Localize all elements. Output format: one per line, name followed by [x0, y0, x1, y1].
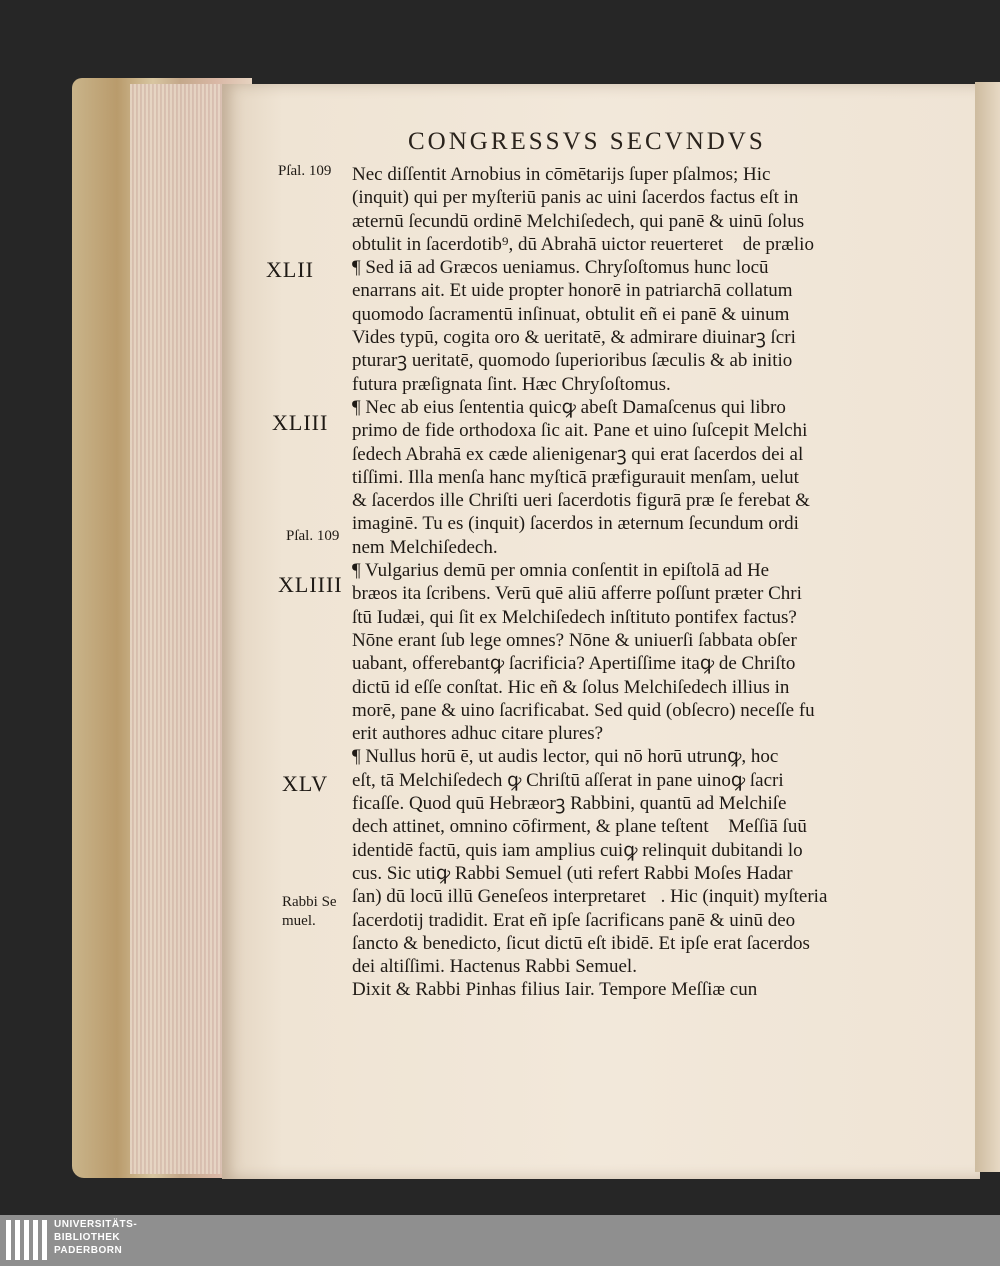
text-line: primo de fide orthodoxa ſic ait. Pane et uino ſuſcepit Melchi [352, 420, 808, 442]
text-line: (inquit) qui per myſteriū panis ac uini ſacerdos factus eſt in [352, 187, 799, 209]
text-line: bræos ita ſcribens. Verū quē aliū afferre poſſunt præter Chri [352, 583, 802, 605]
text-line: ſedech Abrahā ex cæde alienigenarꝫ qui erat ſacerdos dei al [352, 443, 804, 465]
text-line: Vides typū, cogita oro & ueritatē, & admirare diuinarꝫ ſcri [352, 327, 796, 349]
library-name-line-2: BIBLIOTHEK [54, 1232, 121, 1243]
margin-number-xliiii: XLIIII [278, 572, 343, 597]
page-stack [130, 84, 230, 1174]
text-line: obtulit in ſacerdotib⁹, dū Abrahā uictor reuerteretᷓ de prælio [352, 233, 814, 255]
text-line: pturarꝫ ueritatē, quomodo ſuperioribus ſæculis & ab initio [352, 350, 793, 372]
text-line: ſacerdotij tradidit. Erat eñ ipſe ſacrificans panē & uinū deo [352, 909, 796, 931]
margin-note-psalm-top: Pſal. 109 [278, 163, 332, 179]
footer-bar [0, 1215, 1000, 1266]
text-line: nem Melchiſedech. [352, 536, 498, 558]
library-name-line-1: UNIVERSITÄTS- [54, 1219, 138, 1230]
text-line: ſan) dū locū illū Geneſeos interpretaretᷓ. Hic (inquit) myſteria [352, 886, 828, 908]
text-line: enarrans ait. Et uide propter honorē in patriarchā collatum [352, 280, 793, 302]
text-line: ficaſſe. Quod quū Hebræorꝫ Rabbini, quantū ad Melchiſe [352, 793, 787, 815]
text-line: quomodo ſacramentū inſinuat, obtulit eñ ei panē & uinum [352, 303, 790, 325]
margin-note-psalm-mid: Pſal. 109 [286, 528, 340, 544]
text-line: uabant, offerebantꝙ ſacrificia? Apertiſſime itaꝙ de Chriſto [352, 653, 796, 675]
library-logo-icon [6, 1220, 48, 1260]
running-head: CONGRESSVS SECVNDVS [408, 128, 766, 155]
text-line: imaginē. Tu es (inquit) ſacerdos in æternum ſecundum ordi [352, 513, 799, 535]
margin-note-rabbi-line-2: muel. [282, 913, 316, 929]
text-line: ¶ Sed iā ad Græcos ueniamus. Chryſoſtomus hunc locū [352, 257, 769, 279]
text-line: tiſſimi. Illa menſa hanc myſticā præfigurauit menſam, uelut [352, 466, 799, 488]
text-line: morē, pane & uino ſacrificabat. Sed quid (obſecro) neceſſe fu [352, 699, 815, 721]
margin-note-rabbi-line-1: Rabbi Se [282, 894, 337, 910]
margin-number-xliii: XLIII [272, 410, 329, 435]
library-name-line-3: PADERBORN [54, 1245, 123, 1256]
text-line: dei altiſſimi. Hactenus Rabbi Semuel. [352, 956, 637, 978]
text-line: ſancto & benedicto, ſicut dictū eſt ibidē. Et ipſe erat ſacerdos [352, 932, 810, 954]
text-line: identidē factū, quis iam amplius cuiꝙ relinquit dubitandi lo [352, 839, 803, 861]
text-line: dictū id eſſe conſtat. Hic eñ & ſolus Melchiſedech illius in [352, 676, 790, 698]
text-line: futura præſignata ſint. Hæc Chryſoſtomus. [352, 373, 671, 395]
text-line: dech attinet, omnino cōfirment, & plane teſtentᷓ Meſſiā ſuū [352, 816, 807, 838]
text-line: erit authores adhuc citare plures? [352, 723, 604, 745]
margin-number-xlv: XLV [282, 771, 329, 796]
text-line: Nōne erant ſub lege omnes? Nōne & uniuerſi ſabbata obſer [352, 629, 797, 651]
text-line: & ſacerdos ille Chriſti ueri ſacerdotis figurā præ ſe ferebat & [352, 490, 810, 512]
text-line: ¶ Vulgarius demū per omnia conſentit in epiſtolā ad He [352, 560, 770, 582]
text-line: ¶ Nec ab eius ſententia quicꝙ abeſt Damaſcenus qui libro [352, 396, 786, 418]
text-line: Dixit & Rabbi Pinhas filius Iair. Tempore Meſſiæ cun [352, 979, 758, 1001]
text-line: cus. Sic utiꝙ Rabbi Semuel (uti refert Rabbi Moſes Hadar [352, 862, 793, 884]
text-line: eſt, tā Melchiſedech ꝙ Chriſtū aſſerat in pane uinoꝙ ſacri [352, 769, 784, 791]
text-line: ¶ Nullus horū ē, ut audis lector, qui nō horū utrunꝙ, hoc [352, 746, 779, 768]
body-text [352, 163, 922, 1002]
text-line: æternū ſecundū ordinē Melchiſedech, qui panē & uinū ſolus [352, 210, 805, 232]
facing-page-edge [975, 82, 1000, 1172]
margin-number-xlii: XLII [266, 257, 314, 282]
text-line: ſtū Iudæi, qui ſit ex Melchiſedech inſtituto pontifex factus? [352, 606, 797, 628]
text-line: Nec diſſentit Arnobius in cōmētarijs ſuper pſalmos; Hic [352, 164, 771, 185]
